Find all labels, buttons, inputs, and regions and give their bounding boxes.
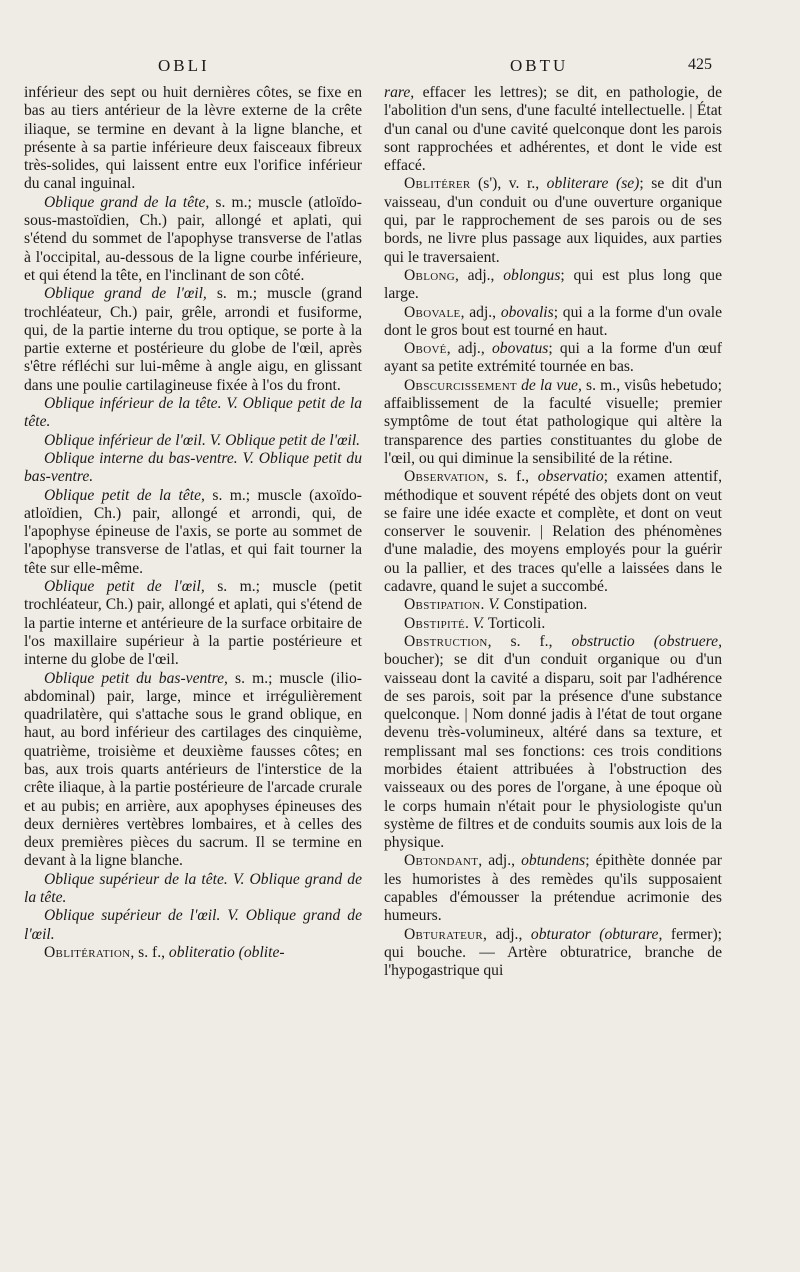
entry-text: s. m.; muscle (grand trochléateur, Ch.) pair, grêle, arrondi et fusiforme, qui, de la partie interne du trou optique, se porte à la partie externe et postérieure du globe de l'œil, après s'être réfléchi sur lui-même à angle aigu, en glissant dans une poulie cartilagineuse fixée à l'os du front. — [24, 285, 362, 394]
dictionary-entry — [24, 84, 362, 194]
entry-text-continued: Torticoli. — [484, 614, 546, 632]
entry-latin: observatio — [537, 468, 604, 486]
left-column — [24, 84, 362, 962]
entry-latin: V. — [488, 596, 500, 614]
entry-text: s. m.; muscle (ilio-abdominal) pair, large, mince et irrégulièrement quadrilatère, qui s'attache sous le grand oblique, en haut, au bord inférieur des cartilages des cinquième, quatrième, troisième et deuxième fausses côtes; en bas, aux trois quarts antérieurs de l'interstice de la crête iliaque, à la partie postérieure de l'arcade crurale et au pubis; en arrière, aux apophyses épineuses des deux dernières vertèbres lombaires, et à celles des deux premières pièces du sacrum. Il se termine en devant à la ligne blanche. — [24, 669, 362, 870]
entry-term: Oblique petit de la tête, — [44, 486, 205, 504]
entry-text: inférieur des sept ou huit dernières côtes, se fixe en bas au tiers antérieur de la lèvre externe de la crête iliaque, se termine en devant à la ligne blanche, et présente à sa partie inférieure deux faisceaux fibreux très-solides, qui laissent entre eux l'orifice inférieur du canal inguinal. — [24, 84, 362, 193]
entry-text: effacer les lettres); se dit, en pathologie, de l'abolition d'un sens, d'une faculté intellectuelle. | État d'un canal ou d'une cavité quelconque dont les parois sont rapprochées et adhérentes, et dont le vide est effacé. — [384, 84, 722, 175]
entry-headword: Obtondant — [404, 852, 479, 870]
entry-text-continued: ; qui a la forme d'un ovale dont le gros bout est tourné en haut. — [384, 303, 722, 339]
dictionary-entry — [384, 84, 722, 175]
entry-headword: Obturateur — [404, 925, 484, 943]
entry-latin: V. — [472, 614, 485, 632]
entry-text-continued: fermer); qui bouche. — Artère obturatrice, branche de l'hypogastrique qui — [384, 925, 722, 980]
entry-term: Oblique supérieur de la tête. V. Oblique grand de la tête. — [24, 870, 362, 907]
dictionary-entry — [24, 432, 362, 450]
entry-text-continued: ; qui a la forme d'un œuf ayant sa petite extrémité tournée en bas. — [384, 340, 723, 376]
dictionary-entry — [24, 285, 362, 395]
dictionary-entry — [384, 304, 722, 341]
entry-headword: Obscurcissement — [404, 376, 517, 394]
entry-term: Oblique inférieur de l'œil. V. Oblique petit de l'œil. — [44, 431, 361, 449]
entry-term: Oblique petit de l'œil, — [44, 578, 205, 596]
dictionary-entry — [384, 926, 722, 981]
dictionary-entry — [384, 596, 722, 614]
dictionary-entry — [24, 944, 362, 962]
entry-term: Oblique grand de l'œil, — [44, 285, 207, 303]
dictionary-entry — [24, 450, 362, 487]
dictionary-entry — [384, 468, 722, 596]
right-column — [384, 84, 722, 981]
entry-text: (s'), v. r., — [470, 175, 547, 193]
dictionary-entry — [24, 670, 362, 871]
entry-text: s. m.; muscle (atloïdo-sous-mastoïdien, Ch.) pair, allongé et aplati, qui s'étend du sommet de l'apophyse transverse de l'atlas à l'occipital, au-dessous de la ligne courbe inférieure, et qui étend la tête, en l'inclinant de son côté. — [24, 193, 362, 284]
entry-term: Oblique supérieur de l'œil. V. Oblique grand de l'œil. — [24, 907, 362, 943]
entry-text: , s. f., — [487, 632, 572, 650]
dictionary-entry — [384, 267, 722, 304]
entry-headword: Obové — [404, 340, 447, 358]
entry-text: , adj., — [454, 266, 504, 284]
entry-text: , adj., — [483, 925, 531, 943]
entry-latin: obovatus — [492, 340, 549, 358]
entry-headword: Obovale — [404, 303, 461, 321]
entry-latin: rare, — [384, 84, 415, 101]
entry-term: Oblique interne du bas-ventre. V. Oblique petit du bas-ventre. — [24, 449, 362, 486]
entry-text: , s. f., — [484, 468, 538, 486]
dictionary-entry — [24, 395, 362, 432]
dictionary-entry — [384, 633, 722, 853]
entry-headword: Oblitération — [44, 943, 131, 961]
entry-latin: de la vue, — [521, 376, 582, 394]
dictionary-entry — [24, 907, 362, 944]
entry-headword: Oblitérer — [404, 175, 471, 193]
entry-text-continued: boucher); se dit d'un conduit organique ou d'un vaisseau dont la cavité a disparu, soit par l'adhérence de ses parois, soit par la présence d'une substance quelconque. | Nom donné jadis à l'état de tout organe devenu très-volumineux, altéré dans sa texture, et remplissant mal ses fonctions: ces trois conditions morbides étaient attribuées à l'obstruction des vaisseaux ou des pores de l'organe, à une époque où le corps humain n'était pour le physiologiste qu'un système de filtres et de conduits soumis aux lois de la physique. — [384, 651, 722, 852]
entry-text-continued: Constipation. — [499, 596, 588, 614]
entry-latin: obliterare (se) — [546, 175, 640, 193]
running-head-right: OBTU — [510, 56, 569, 75]
entry-latin: oblongus — [503, 266, 561, 284]
page-number: 425 — [688, 56, 712, 73]
entry-headword: Obstruction — [404, 632, 488, 650]
dictionary-entry — [384, 377, 722, 468]
entry-headword: Obstipité — [404, 614, 466, 632]
entry-headword: Observation — [404, 468, 485, 486]
dictionary-entry — [384, 340, 722, 377]
entry-latin: obturator (obturare, — [530, 925, 663, 943]
entry-text: . — [465, 614, 473, 632]
dictionary-entry — [384, 852, 722, 925]
entry-latin: obtundens — [521, 852, 586, 870]
entry-text: , adj., — [478, 852, 522, 870]
dictionary-entry — [384, 615, 722, 633]
dictionary-entry — [24, 194, 362, 285]
entry-text-continued: s. m., visûs hebetudo; affaiblissement de la faculté visuelle; premier symptôme de tout état pathologique qui altère la transparence des parties constituantes du globe de l'œil, ou qui diminue la sensibilité de la rétine. — [384, 376, 722, 467]
dictionary-entry — [384, 175, 722, 266]
entry-text: , s. f., — [130, 943, 169, 961]
entry-text: , adj., — [446, 340, 492, 358]
entry-latin: obliteratio (oblite- — [168, 943, 285, 961]
entry-term: Oblique petit du bas-ventre, — [44, 669, 228, 687]
entry-headword: Obstipation — [404, 596, 481, 614]
entry-headword: Oblong — [404, 266, 455, 284]
entry-latin: obovalis — [500, 303, 554, 321]
dictionary-entry — [24, 871, 362, 908]
entry-text-continued: ; examen attentif, méthodique et souvent répété des objets dont on veut se faire une idée exacte et complète, et dont on veut conserver le souvenir. | Relation des phénomènes d'une maladie, des moyens employés pour la guérir ou la pallier, et des traces qu'elle a laissées dans le cadavre, quand le sujet a succombé. — [384, 468, 722, 596]
entry-text: . — [480, 596, 489, 614]
entry-term: Oblique grand de la tête, — [44, 193, 210, 211]
dictionary-entry — [24, 578, 362, 669]
entry-text: s. m.; muscle (axoïdo-atloïdien, Ch.) pair, allongé et arrondi, qui, de l'apophyse épineuse de l'axis, se porte au sommet de l'apophyse transverse de l'atlas, et qui fait tourner la tête sur elle-même. — [24, 486, 362, 577]
entry-text: s. m.; muscle (petit trochléateur, Ch.) pair, allongé et aplati, qui s'étend de la partie interne et antérieure de la surface orbitaire de l'os maxillaire supérieur à la partie postérieure et interne du globe de l'œil. — [24, 578, 363, 669]
running-head-left: OBLI — [158, 56, 210, 75]
entry-text-continued: ; épithète donnée par les humoristes à des remèdes qu'ils supposaient capables d'émousser la prétendue acrimonie des humeurs. — [384, 852, 722, 925]
entry-term: Oblique inférieur de la tête. V. Oblique petit de la tête. — [24, 395, 362, 431]
entry-latin: obstructio (obstruere, — [571, 632, 722, 650]
entry-text-continued: ; se dit d'un vaisseau, d'un conduit ou d'une ouverture organique qui, par le rapprochement de ses parois ou de ses bords, ne livre plus passage aux liquides, aux parties qui le traversaient. — [384, 175, 723, 266]
entry-text: , adj., — [460, 303, 501, 321]
entry-text-continued: ; qui est plus long que large. — [384, 266, 722, 303]
dictionary-entry — [24, 487, 362, 578]
